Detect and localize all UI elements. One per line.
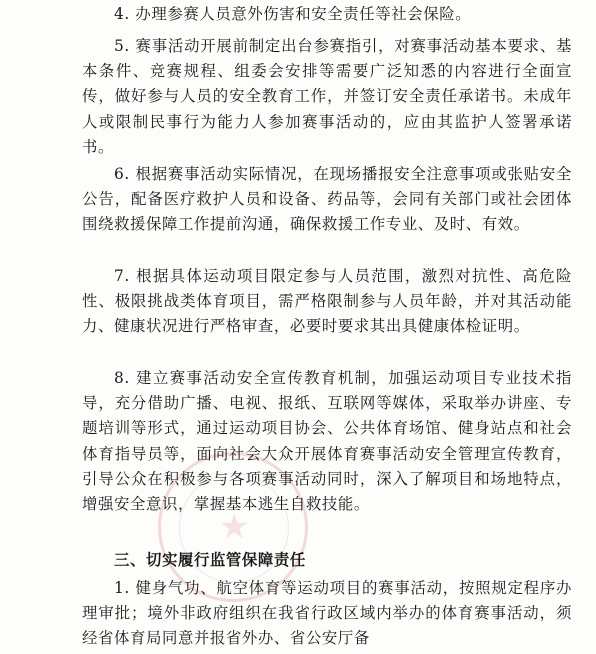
paragraph-item-6: 6. 根据赛事活动实际情况，在现场播报安全注意事项或张贴安全公告，配备医疗救护人员和设备、药品等，会同有关部门或社会团体围绕救援保障工作提前沟通，确保救援工作专业、及时、有效。 <box>82 165 572 234</box>
paragraph-item-4: 4. 办理参赛人员意外伤害和安全责任等社会保险。 <box>114 5 472 23</box>
paragraph-item-5: 5. 赛事活动开展前制定出台参赛指引，对赛事活动基本要求、基本条件、竞赛规程、组委会安排等需要广泛知悉的内容进行全面宣传，做好参与人员的安全教育工作，并签订安全责任承诺书。未成年人或限制民事行为能力人参加赛事活动的，应由其监护人签署承诺书。 <box>82 37 572 156</box>
section-heading: 三、切实履行监管保障责任 <box>114 551 306 569</box>
paragraph-item-8: 8. 建立赛事活动安全宣传教育机制，加强运动项目专业技术指导，充分借助广播、电视、报纸、互联网等媒体，采取举办讲座、专题培训等形式，通过运动项目协会、公共体育场馆、健身站点和社会体育指导员等，面向社会大众开展体育赛事活动安全管理宣传教育，引导公众在积极参与各项赛事活动同时，深入了解项目和场地特点，增强安全意识，掌握基本逃生自救技能。 <box>82 369 572 514</box>
paragraph-item-7: 7. 根据具体运动项目限定参与人员范围，激烈对抗性、高危险性、极限挑战类体育项目，需严格限制参与人员年龄，并对其活动能力、健康状况进行严格审查，必要时要求其出具健康体检证明。 <box>82 267 572 336</box>
section-paragraph-item-1: 1. 健身气功、航空体育等运动项目的赛事活动，按照规定程序办理审批；境外非政府组织在我省行政区域内举办的体育赛事活动，须经省体育局同意并报省外办、省公安厅备 <box>82 579 572 648</box>
seal-star-icon: ★ <box>219 507 250 547</box>
